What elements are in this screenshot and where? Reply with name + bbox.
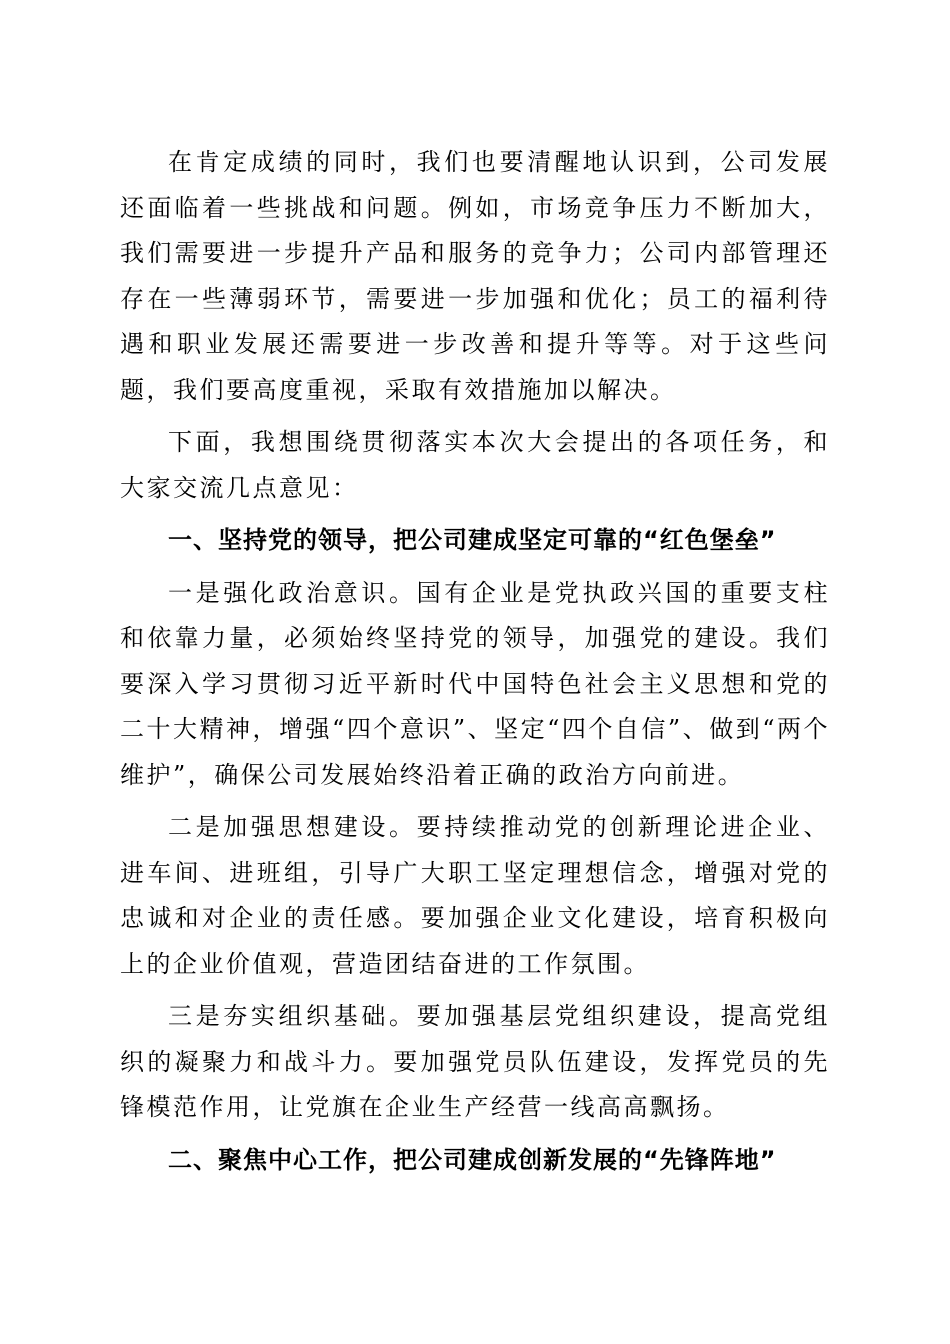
paragraph-organizational-foundation: 三是夯实组织基础。要加强基层党组织建设，提高党组织的凝聚力和战斗力。要加强党员队伍建设，发挥党员的先锋模范作用，让党旗在企业生产经营一线高高飘扬。 [120,1002,830,1121]
paragraph-political-awareness: 一是强化政治意识。国有企业是党执政兴国的重要支柱和依靠力量，必须始终坚持党的领导，加强党的建设。我们要深入学习贯彻习近平新时代中国特色社会主义思想和党的二十大精神，增强“四个意识”、坚定“四个自信”、做到“两个维护”，确保公司发展始终沿着正确的政治方向前进。 [120,578,830,789]
paragraph-intro-opinions: 下面，我想围绕贯彻落实本次大会提出的各项任务，和大家交流几点意见： [120,428,830,502]
section-heading-2: 二、聚焦中心工作，把公司建成创新发展的“先锋阵地” [168,1145,777,1174]
section-heading-1: 一、坚持党的领导，把公司建成坚定可靠的“红色堡垒” [168,526,777,554]
document-page [120,140,830,1190]
paragraph-challenges: 在肯定成绩的同时，我们也要清醒地认识到，公司发展还面临着一些挑战和问题。例如，市场竞争压力不断加大，我们需要进一步提升产品和服务的竞争力；公司内部管理还存在一些薄弱环节，需要进一步加强和优化；员工的福利待遇和职业发展还需要进一步改善和提升等等。对于这些问题，我们要高度重视，采取有效措施加以解决。 [120,148,830,404]
paragraph-ideological-building: 二是加强思想建设。要持续推动党的创新理论进企业、进车间、进班组，引导广大职工坚定理想信念，增强对党的忠诚和对企业的责任感。要加强企业文化建设，培育积极向上的企业价值观，营造团结奋进的工作氛围。 [120,813,830,978]
